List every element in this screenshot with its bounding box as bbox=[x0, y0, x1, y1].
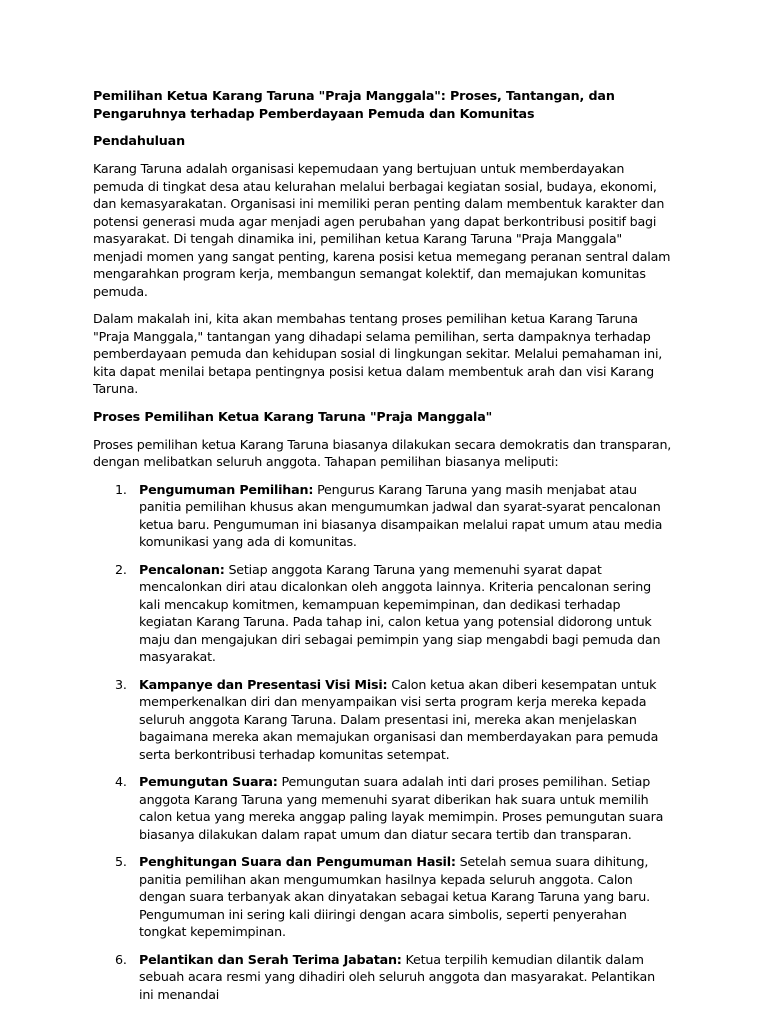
step-text: Ketua terpilih kemudian dilantik dalam sebuah acara resmi yang dihadiri oleh seluruh anggota dan masyarakat. Pelantikan ini menandai bbox=[139, 951, 655, 1002]
step-term: Penghitungan Suara dan Pengumuman Hasil: bbox=[139, 854, 456, 869]
step-number: 1. bbox=[115, 481, 127, 497]
intro-heading: Pendahuluan bbox=[93, 133, 185, 148]
step-term: Pengumuman Pemilihan: bbox=[139, 481, 314, 497]
process-step-1 bbox=[93, 481, 672, 551]
step-term: Pencalonan: bbox=[139, 561, 225, 577]
step-number: 6. bbox=[115, 951, 127, 967]
process-step-6 bbox=[93, 951, 672, 1004]
step-text: Setiap anggota Karang Taruna yang memenuhi syarat dapat mencalonkan diri atau dicalonkan oleh anggota lainnya. Kriteria pencalonan sering kali mencakup komitmen, kemampuan kepemimpinan, dan dedikasi terhadap kegiatan Karang Taruna. Pada tahap ini, calon ketua yang potensial didorong untuk maju dan mengajukan diri sebagai pemimpin yang siap mengabdi bagi pemuda dan masyarakat. bbox=[139, 561, 661, 664]
process-step-2 bbox=[93, 561, 672, 666]
intro-paragraph-1: Karang Taruna adalah organisasi kepemudaan yang bertujuan untuk memberdayakan pemuda di tingkat desa atau kelurahan melalui berbagai kegiatan sosial, budaya, ekonomi, dan kemasyarakatan. Organisasi ini memiliki peran penting dalam membentuk karakter dan potensi generasi muda agar menjadi agen perubahan yang dapat berkontribusi positif bagi masyarakat. Di tengah dinamika ini, pemilihan ketua Karang Taruna "Praja Manggala" menjadi momen yang sangat penting, karena posisi ketua memegang peranan sentral dalam mengarahkan program kerja, membangun semangat kolektif, dan memajukan komunitas pemuda. bbox=[93, 161, 671, 299]
step-number: 4. bbox=[115, 774, 127, 789]
process-step-3 bbox=[93, 676, 672, 764]
step-term: Pelantikan dan Serah Terima Jabatan: bbox=[139, 951, 402, 967]
intro-paragraph-2: Dalam makalah ini, kita akan membahas tentang proses pemilihan ketua Karang Taruna "Praja Manggala," tantangan yang dihadapi selama pemilihan, serta dampaknya terhadap pemberdayaan pemuda dan kehidupan sosial di lingkungan sekitar. Melalui pemahaman ini, kita dapat menilai betapa pentingnya posisi ketua dalam membentuk arah dan visi Karang Taruna. bbox=[93, 311, 663, 396]
step-text: Calon ketua akan diberi kesempatan untuk memperkenalkan diri dan menyampaikan visi serta program kerja mereka kepada seluruh anggota Karang Taruna. Dalam presentasi ini, mereka akan menjelaskan bagaimana mereka akan memajukan organisasi dan memberdayakan para pemuda serta berkontribusi terhadap komunitas setempat. bbox=[139, 676, 659, 762]
step-number: 3. bbox=[115, 676, 127, 692]
step-term: Pemungutan Suara: bbox=[139, 774, 278, 789]
process-step-5 bbox=[93, 853, 672, 941]
process-intro-paragraph: Proses pemilihan ketua Karang Taruna biasanya dilakukan secara demokratis dan transparan, dengan melibatkan seluruh anggota. Tahapan pemilihan biasanya meliputi: bbox=[93, 436, 672, 469]
step-number: 5. bbox=[115, 854, 127, 869]
step-text: Pengurus Karang Taruna yang masih menjabat atau panitia pemilihan khusus akan mengumumkan jadwal dan syarat-syarat pencalonan ketua baru. Pengumuman ini biasanya disampaikan melalui rapat umum atau media komunikasi yang ada di komunitas. bbox=[139, 481, 663, 549]
step-text: Pemungutan suara adalah inti dari proses pemilihan. Setiap anggota Karang Taruna yang memenuhi syarat diberikan hak suara untuk memilih calon ketua yang mereka anggap paling layak memimpin. Proses pemungutan suara biasanya dilakukan dalam rapat umum dan diatur secara tertib dan transparan. bbox=[139, 774, 664, 842]
step-text: Setelah semua suara dihitung, panitia pemilihan akan mengumumkan hasilnya kepada seluruh anggota. Calon dengan suara terbanyak akan dinyatakan sebagai ketua Karang Taruna yang baru. Pengumuman ini sering kali diiringi dengan acara simbolis, seperti penyerahan tongkat kepemimpinan. bbox=[139, 854, 650, 939]
process-heading: Proses Pemilihan Ketua Karang Taruna "Praja Manggala" bbox=[93, 408, 493, 424]
step-number: 2. bbox=[115, 561, 127, 577]
process-steps-list bbox=[93, 481, 672, 1004]
step-term: Kampanye dan Presentasi Visi Misi: bbox=[139, 676, 388, 692]
document-title: Pemilihan Ketua Karang Taruna "Praja Manggala": Proses, Tantangan, dan Pengaruhnya terhadap Pemberdayaan Pemuda dan Komunitas bbox=[93, 88, 615, 121]
process-step-4 bbox=[93, 773, 672, 843]
